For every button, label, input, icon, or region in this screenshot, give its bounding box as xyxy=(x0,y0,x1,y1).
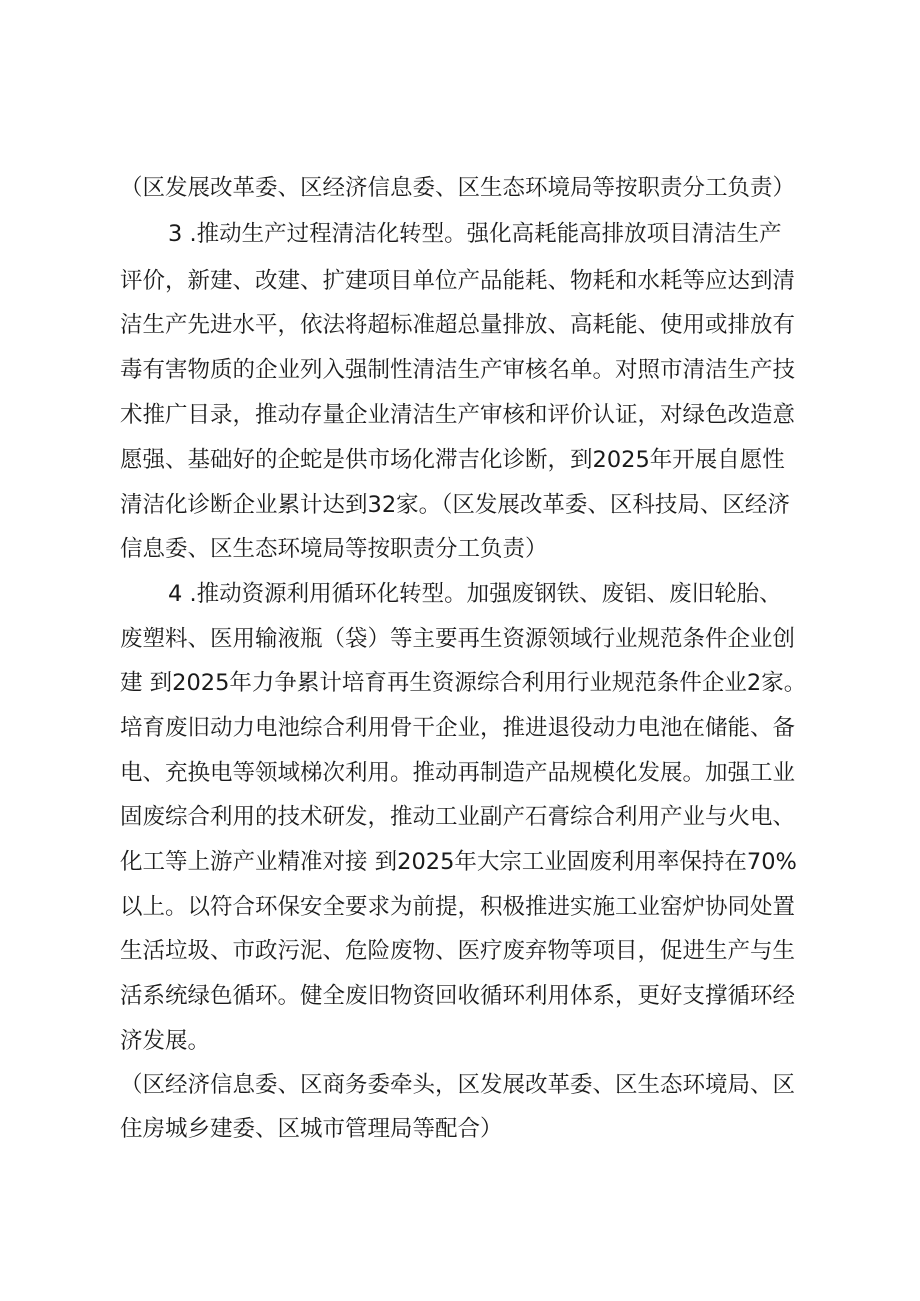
text-line: 培育废旧动力电池综合利用骨干企业，推进退役动力电池在储能、备 xyxy=(120,715,796,741)
text-line: 3 .推动生产过程清洁化转型。强化高耗能高排放项目清洁生产 xyxy=(168,221,782,247)
text-line: 住房城乡建委、区城市管理局等配合） xyxy=(120,1116,503,1142)
text-line: （区发展改革委、区经济信息委、区生态环境局等按职责分工负责） xyxy=(120,175,796,201)
text-line: 术推广目录，推动存量企业清洁生产审核和评价认证，对绿色改造意 xyxy=(120,402,796,428)
text-line: 信息委、区生态环境局等按职责分工负责） xyxy=(120,536,548,562)
text-line: 建 到2025年力争累计培育再生资源综合利用行业规范条件企业2家。 xyxy=(120,670,807,696)
text-line: 清洁化诊断企业累计达到32家。（区发展改革委、区科技局、区经济 xyxy=(120,492,790,518)
text-line: 毒有害物质的企业列入强制性清洁生产审核名单。对照市清洁生产技 xyxy=(120,357,796,383)
text-line: 愿强、基础好的企蛇是供市场化滞吉化诊断，到2025年开展自愿性 xyxy=(120,447,785,473)
text-line: 济发展。 xyxy=(120,1028,211,1054)
text-line: 洁生产先进水平，依法将超标准超总量排放、高耗能、使用或排放有 xyxy=(120,312,796,338)
text-line: 生活垃圾、市政污泥、危险废物、医疗废弃物等项目，促进生产与生 xyxy=(120,938,796,964)
text-line: 化工等上游产业精准对接 到2025年大宗工业固废利用率保持在70% xyxy=(120,849,797,875)
text-line: 4 .推动资源利用循环化转型。加强废钢铁、废铝、废旧轮胎、 xyxy=(168,581,782,607)
text-line: 活系统绿色循环。健全废旧物资回收循环利用体系，更好支撑循环经 xyxy=(120,983,796,1009)
text-line: 固废综合利用的技术研发，推动工业副产石膏综合利用产业与火电、 xyxy=(120,804,796,830)
text-line: （区经济信息委、区商务委牵头，区发展改革委、区生态环境局、区 xyxy=(120,1072,796,1098)
text-line: 电、充换电等领域梯次利用。推动再制造产品规模化发展。加强工业 xyxy=(120,760,796,786)
text-line: 评价，新建、改建、扩建项目单位产品能耗、物耗和水耗等应达到清 xyxy=(120,268,796,294)
text-line: 以上。以符合环保安全要求为前提，积极推进实施工业窑炉协同处置 xyxy=(120,894,796,920)
text-line: 废塑料、医用输液瓶（袋）等主要再生资源领域行业规范条件企业创 xyxy=(120,626,796,652)
